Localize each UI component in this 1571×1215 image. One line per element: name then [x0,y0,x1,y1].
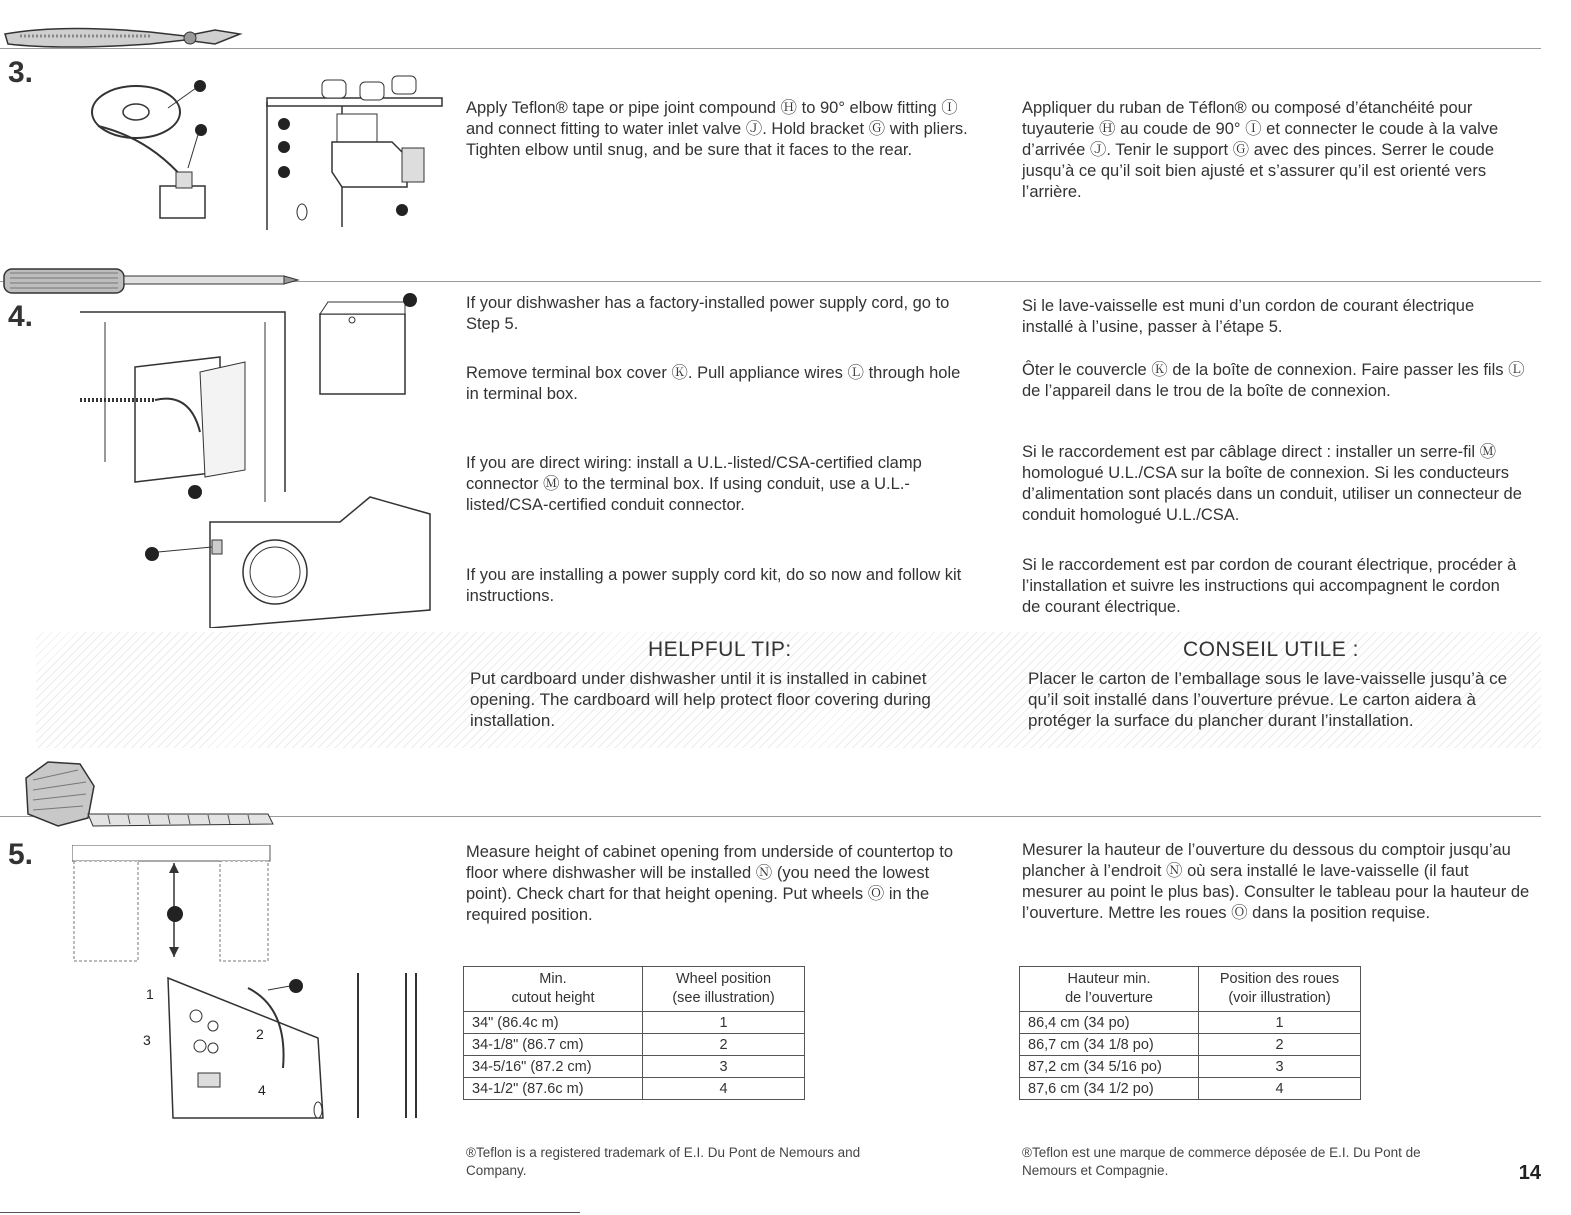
table-row [1020,1012,1361,1034]
step-4-text-en-3: If you are direct wiring: install a U.L.-listed/CSA-certified clamp connector Ⓜ to the terminal box. If using conduit, use a U.L.-listed/CSA-certified conduit connector. [466,454,922,514]
wheel-position-label-3: 3 [143,1032,151,1048]
table-header-row [464,967,805,1012]
callout-i-icon [195,124,207,136]
table-row [1020,1034,1361,1056]
pliers-icon [0,14,245,59]
teflon-tape-elbow-illustration [88,78,258,228]
wheel-position-label-2: 2 [256,1026,264,1042]
step-4-text-en-4: If you are installing a power supply cord kit, do so now and follow kit instructions. [466,566,962,605]
table-cell: 4 [643,1078,805,1100]
table-cell: 34" (86.4c m) [464,1012,643,1034]
table-cell: 87,2 cm (34 5/16 po) [1020,1056,1199,1078]
table-cell: 3 [643,1056,805,1078]
step-4-text-fr-1: Si le lave-vaisselle est muni d’un cordon de courant électrique installé à l’usine, passer à l’étape 5. [1022,297,1475,336]
table-cell: 34-1/2" (87.6c m) [464,1078,643,1100]
wheel-position-illustration [138,968,438,1123]
step-4-text-fr-4: Si le raccordement est par cordon de courant électrique, procéder à l’installation et suivre les instructions qui accompagnent le cordon de courant électrique. [1022,556,1517,616]
page-number: 14 [1518,1162,1541,1184]
step-5-text-en: Measure height of cabinet opening from underside of countertop to floor where dishwasher will be installed Ⓝ (you need the lowest point). Check chart for that height opening. Put wheels Ⓞ in the required position. [466,843,954,924]
table-cell: 1 [643,1012,805,1034]
table-cell: 2 [643,1034,805,1056]
helpful-tip-title-fr: CONSEIL UTILE : [1183,638,1359,661]
table-row [1020,1056,1361,1078]
table-row [464,1056,805,1078]
table-cell: 34-1/8" (86.7 cm) [464,1034,643,1056]
water-inlet-valve-illustration [262,62,452,232]
step-3-text-en: Apply Teflon® tape or pipe joint compound Ⓗ to 90° elbow fitting Ⓘ and connect fitting to water inlet valve Ⓙ. Hold bracket Ⓖ with pliers. Tighten elbow until snug, and be sure that it faces to the rear. [466,99,968,159]
wheel-position-label-4: 4 [258,1082,266,1098]
table-row [464,1078,805,1100]
table-row [1020,1078,1361,1100]
step-4-number: 4. [8,300,34,333]
table-cell: 86,7 cm (34 1/8 po) [1020,1034,1199,1056]
table-header-row [1020,967,1361,1012]
step-4-text-en-1: If your dishwasher has a factory-installed power supply cord, go to Step 5. [466,294,950,333]
terminal-box-illustration [80,292,440,628]
cutout-height-table-en [463,966,805,1100]
table-header-cell: Wheel position (see illustration) [643,967,805,1012]
helpful-tip-text-fr: Placer le carton de l’emballage sous le lave-vaisselle jusqu’à ce qu’il soit installé dans l’ouverture prévue. Le carton aidera à protéger la surface du plancher durant l’installation. [1028,669,1508,730]
table-cell: 87,6 cm (34 1/2 po) [1020,1078,1199,1100]
wheel-position-label-1: 1 [146,986,154,1002]
table-row [464,1034,805,1056]
footnote-fr: ®Teflon est une marque de commerce déposée de E.I. Du Pont de Nemours et Compagnie. [1022,1145,1421,1178]
bottom-rule [0,1212,580,1213]
step-4-text-fr-2: Ôter le couvercle Ⓚ de la boîte de connexion. Faire passer les fils Ⓛ de l’appareil dans le trou de la boîte de connexion. [1022,361,1525,400]
helpful-tip-title-en: HELPFUL TIP: [648,638,792,661]
step-3-number: 3. [8,56,34,89]
cutout-height-table-fr [1019,966,1361,1100]
table-header-cell: Min. cutout height [464,967,643,1012]
cabinet-opening-illustration [72,845,272,965]
table-row [464,1012,805,1034]
table-header-cell: Position des roues (voir illustration) [1199,967,1361,1012]
table-cell: 2 [1199,1034,1361,1056]
callout-h-icon [194,80,206,92]
table-cell: 86,4 cm (34 po) [1020,1012,1199,1034]
helpful-tip-text-en: Put cardboard under dishwasher until it is installed in cabinet opening. The cardboard will help protect floor covering during installation. [470,669,931,730]
step-4-text-en-2: Remove terminal box cover Ⓚ. Pull appliance wires Ⓛ through hole in terminal box. [466,364,961,403]
table-cell: 4 [1199,1078,1361,1100]
tape-measure-icon [18,758,278,830]
step-4-text-fr-3: Si le raccordement est par câblage direct : installer un serre-fil Ⓜ homologué U.L./CSA sur la boîte de connexion. Si les conducteurs d’alimentation sont placés dans un conduit, utiliser un connecteur de conduit homologué U.L./CSA. [1022,443,1522,524]
footnote-en: ®Teflon is a registered trademark of E.I. Du Pont de Nemours and Company. [466,1145,861,1178]
table-cell: 34-5/16" (87.2 cm) [464,1056,643,1078]
step-5-text-fr: Mesurer la hauteur de l’ouverture du dessous du comptoir jusqu’au plancher à l’endroit Ⓝ où sera installé le lave-vaisselle (il faut mesurer au point le plus bas). Consulter le tableau pour la hauteur de l’ouverture. Mettre les roues Ⓞ dans la position requise. [1022,841,1530,922]
step-3-text-fr: Appliquer du ruban de Téflon® ou composé d’étanchéité pour tuyauterie Ⓗ au coude de 90° Ⓘ et connecter le coude à la valve d’arrivée Ⓙ. Tenir le support Ⓖ avec des pinces. Serrer le coude jusqu’à ce qu’il soit bien ajusté et s’assurer qu’il est orienté vers l’arrière. [1022,99,1499,201]
table-cell: 1 [1199,1012,1361,1034]
step-5-number: 5. [8,838,34,871]
table-cell: 3 [1199,1056,1361,1078]
table-header-cell: Hauteur min. de l’ouverture [1020,967,1199,1012]
